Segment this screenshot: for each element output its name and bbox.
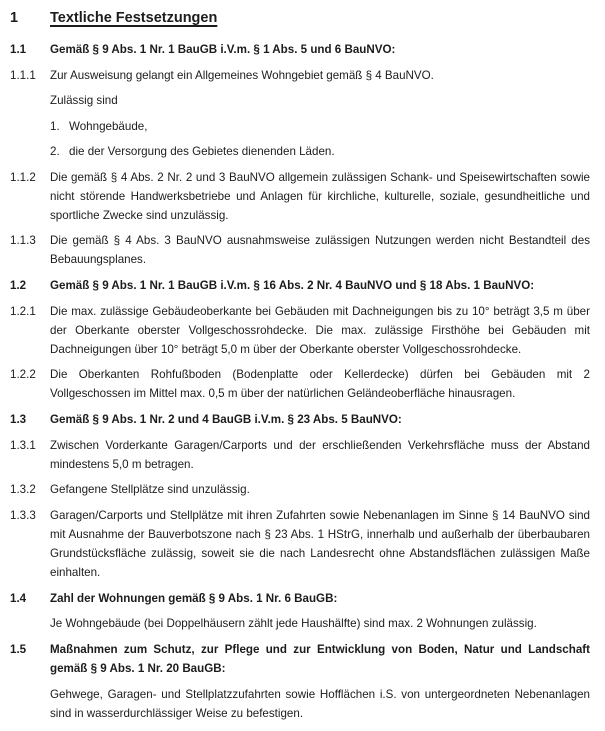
page-title bbox=[50, 8, 590, 28]
list-item-spacer bbox=[10, 117, 50, 136]
list-item-body bbox=[50, 117, 590, 136]
list-item-text: die der Versorgung des Gebietes dienenden Läden. bbox=[69, 145, 335, 158]
list-item-marker: 1. bbox=[50, 119, 60, 133]
page-title-text: Textliche Festsetzungen bbox=[50, 10, 218, 26]
section-1-2-1-paragraph bbox=[10, 302, 590, 359]
paragraph-text: Gefangene Stellplätze sind unzulässig. bbox=[50, 483, 250, 496]
section-number: 1.5 bbox=[10, 643, 27, 656]
section-number bbox=[10, 685, 50, 723]
section-number: 1.1.3 bbox=[10, 234, 36, 247]
section-number: 1.4 bbox=[10, 591, 27, 605]
paragraph-text: Die Oberkanten Rohfußboden (Bodenplatte oder Kellerdecke) dürfen bei Gebäuden mit 2 Vollgeschossen im Mittel max. 0,5 m über der natürlichen Geländeoberfläche hinausragen. bbox=[50, 368, 590, 400]
section-1-3-3-paragraph bbox=[10, 506, 590, 582]
section-heading-text: Gemäß § 9 Abs. 1 Nr. 1 BauGB i.V.m. § 1 Abs. 5 und 6 BauNVO: bbox=[50, 43, 396, 56]
list-item-spacer bbox=[10, 142, 50, 161]
paragraph-text: Die max. zulässige Gebäudeoberkante bei Gebäuden mit Dachneigungen bis zu 10° beträgt 3,5 m über der Oberkante oberster Vollgeschossrohdecke. Die max. zulässige Firsthöhe bei Gebäuden mit Dachneigungen über 10° beträgt 5,0 m über der Oberkante oberster Vollgeschossrohdecke. bbox=[50, 304, 590, 356]
section-number: 1.3.3 bbox=[10, 508, 36, 522]
intro-paragraph bbox=[10, 91, 590, 110]
section-1-4-paragraph bbox=[10, 614, 590, 633]
section-1-3-heading bbox=[10, 410, 590, 429]
section-1-1-2-paragraph bbox=[10, 168, 590, 225]
section-number: 1.1.1 bbox=[10, 68, 36, 82]
section-number: 1.2 bbox=[10, 279, 27, 292]
section-1-5-paragraph bbox=[10, 685, 590, 723]
section-heading-text: Gemäß § 9 Abs. 1 Nr. 2 und 4 BauGB i.V.m. § 23 Abs. 5 BauNVO: bbox=[50, 413, 402, 426]
paragraph-text: Zulässig sind bbox=[50, 94, 118, 107]
section-number: 1.1.2 bbox=[10, 170, 36, 184]
paragraph-text: Die gemäß § 4 Abs. 2 Nr. 2 und 3 BauNVO allgemein zulässigen Schank- und Speisewirtschaften sowie nicht störende Handwerksbetriebe und Anlagen für kirchliche, kulturelle, soziale, gesundheitliche und sportliche Zwecke sind unzulässig. bbox=[50, 170, 590, 222]
list-item-text: Wohngebäude, bbox=[69, 119, 148, 133]
section-number: 1.2.1 bbox=[10, 304, 36, 318]
section-1-5-heading bbox=[10, 640, 590, 678]
section-1-3-1-paragraph bbox=[10, 436, 590, 474]
section-1-3-2-paragraph bbox=[10, 480, 590, 499]
section-number: 1.2.2 bbox=[10, 368, 36, 381]
paragraph-text: Zur Ausweisung gelangt ein Allgemeines Wohngebiet gemäß § 4 BauNVO. bbox=[50, 68, 434, 82]
section-heading-text: Maßnahmen zum Schutz, zur Pflege und zur Entwicklung von Boden, Natur und Landschaft gemäß § 9 Abs. 1 Nr. 20 BauGB: bbox=[50, 643, 590, 675]
list-item bbox=[10, 142, 590, 161]
document-title-row bbox=[10, 8, 590, 28]
section-number: 1.3.1 bbox=[10, 438, 36, 452]
paragraph-text: Garagen/Carports und Stellplätze mit ihren Zufahrten sowie Nebenanlagen im Sinne § 14 BauNVO sind mit Ausnahme der Bauverbotszone nach § 23 Abs. 1 HStrG, innerhalb und außerhalb der überbaubaren Grundstücksfläche zulässig, soweit sie die nach Landesrecht ohne Abstandsflächen zulässigen Maße einhalten. bbox=[50, 508, 590, 579]
section-1-2-heading bbox=[10, 276, 590, 295]
paragraph-text: Die gemäß § 4 Abs. 3 BauNVO ausnahmsweise zulässigen Nutzungen werden nicht Bestandteil des Bebauungsplanes. bbox=[50, 234, 590, 266]
section-1-4-heading bbox=[10, 589, 590, 608]
list-item-marker: 2. bbox=[50, 145, 60, 158]
section-1-1-heading bbox=[10, 40, 590, 59]
section-number bbox=[10, 614, 50, 633]
paragraph-text: Gehwege, Garagen- und Stellplatzzufahrten sowie Hofflächen i.S. von untergeordneten Nebenanlagen sind in wasserdurchlässiger Weise zu befestigen. bbox=[50, 687, 590, 720]
section-heading-text: Zahl der Wohnungen gemäß § 9 Abs. 1 Nr. 6 BauGB: bbox=[50, 591, 338, 605]
paragraph-text: Je Wohngebäude (bei Doppelhäusern zählt jede Haushälfte) sind max. 2 Wohnungen zulässig. bbox=[50, 617, 537, 630]
paragraph-text: Zwischen Vorderkante Garagen/Carports und der erschließenden Verkehrsfläche muss der Abstand mindestens 5,0 m betragen. bbox=[50, 438, 590, 471]
section-number: 1.3.2 bbox=[10, 483, 36, 496]
section-1-1-1-paragraph bbox=[10, 66, 590, 85]
section-number: 1.1 bbox=[10, 43, 27, 56]
title-number: 1 bbox=[10, 10, 19, 26]
section-heading-text: Gemäß § 9 Abs. 1 Nr. 1 BauGB i.V.m. § 16 Abs. 2 Nr. 4 BauNVO und § 18 Abs. 1 BauNVO: bbox=[50, 279, 535, 292]
list-item bbox=[10, 117, 590, 136]
section-1-2-2-paragraph bbox=[10, 365, 590, 403]
section-1-1-3-paragraph bbox=[10, 231, 590, 269]
list-item-body bbox=[50, 142, 590, 161]
section-number: 1.3 bbox=[10, 413, 27, 426]
section-number bbox=[10, 91, 50, 110]
